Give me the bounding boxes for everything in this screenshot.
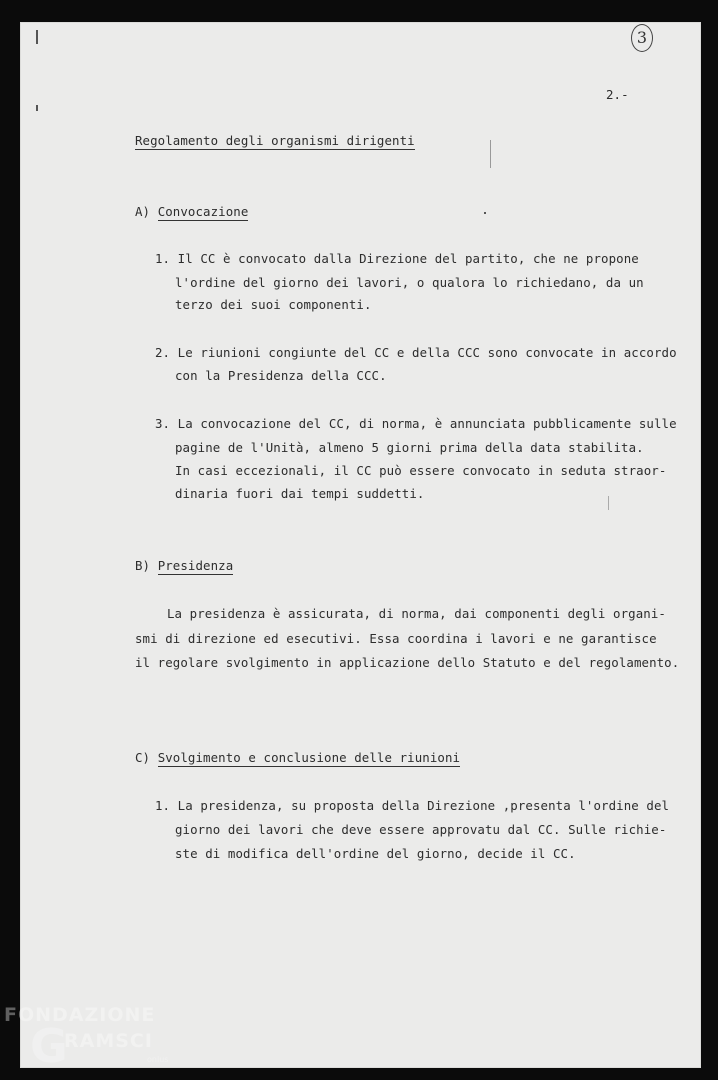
document-title: Regolamento degli organismi dirigenti <box>135 133 415 148</box>
document-page <box>20 22 701 1073</box>
scan-mark <box>490 140 491 168</box>
section-a-item1-line2: l'ordine del giorno dei lavori, o qualora lo richiedano, da un <box>175 275 644 290</box>
scan-mark <box>36 105 38 111</box>
section-b-para-line1: La presidenza è assicurata, di norma, dai componenti degli organi- <box>167 606 666 621</box>
section-b-para-line2: smi di direzione ed esecutivi. Essa coordina i lavori e ne garantisce <box>135 631 657 646</box>
section-a-item2-line1: 2. Le riunioni congiunte del CC e della CCC sono convocate in accordo <box>155 345 677 360</box>
watermark-logo-line2: RAMSCI <box>64 1030 153 1052</box>
section-a-item1-line3: terzo dei suoi componenti. <box>175 297 372 312</box>
section-b-para-line3: il regolare svolgimento in applicazione dello Statuto e del regolamento. <box>135 655 680 670</box>
watermark-logo-sub: onlus <box>147 1055 169 1064</box>
section-c-item1-line3: ste di modifica dell'ordine del giorno, decide il CC. <box>175 846 576 861</box>
section-b-heading: B) Presidenza <box>135 558 234 573</box>
watermark-logo-letter: G <box>30 1019 68 1073</box>
section-c-heading: C) Svolgimento e conclusione delle riunioni <box>135 750 461 765</box>
section-a-item2-line2: con la Presidenza della CCC. <box>175 368 387 383</box>
section-a-item3-line2: pagine de l'Unità, almeno 5 giorni prima della data stabilita. <box>175 440 644 455</box>
section-a-heading: A) Convocazione <box>135 204 249 219</box>
section-a-item1-line1: 1. Il CC è convocato dalla Direzione del partito, che ne propone <box>155 251 639 266</box>
archive-stamp-number: 3 <box>631 24 653 52</box>
scan-mark <box>36 30 38 44</box>
page-number: 2.- <box>606 87 629 102</box>
ink-dot <box>484 212 486 214</box>
section-c-item1-line2: giorno dei lavori che deve essere approvatu dal CC. Sulle richie- <box>175 822 667 837</box>
section-a-item3-line4: dinaria fuori dai tempi suddetti. <box>175 486 425 501</box>
scan-mark <box>608 496 609 510</box>
section-c-item1-line1: 1. La presidenza, su proposta della Direzione ,presenta l'ordine del <box>155 798 670 813</box>
watermark-logo-line1: FONDAZIONE <box>4 1004 156 1026</box>
section-a-item3-line1: 3. La convocazione del CC, di norma, è annunciata pubblicamente sulle <box>155 416 677 431</box>
section-a-item3-line3: In casi eccezionali, il CC può essere convocato in seduta straor- <box>175 463 667 478</box>
